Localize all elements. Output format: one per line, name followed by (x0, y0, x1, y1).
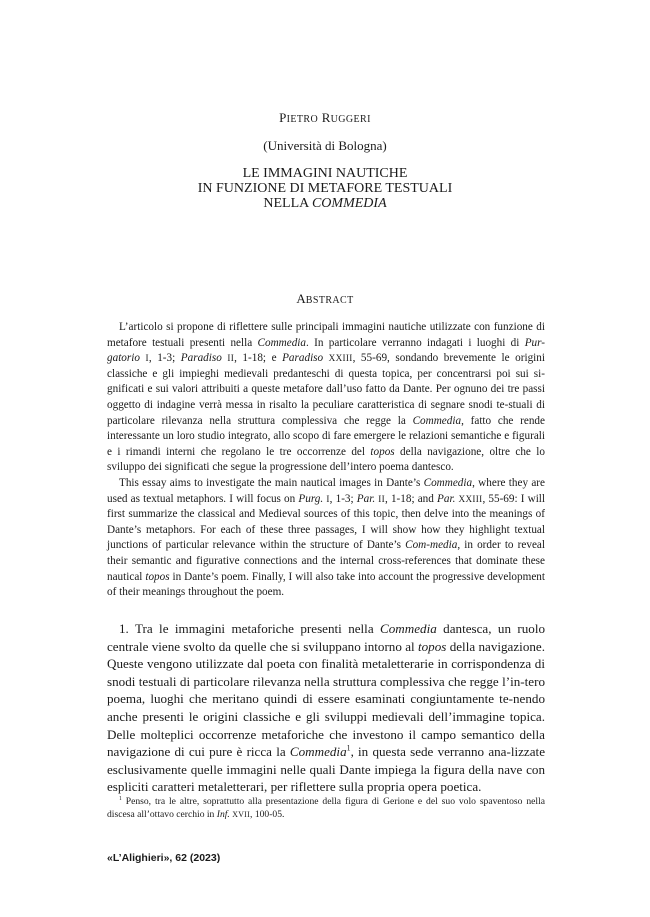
abstract-heading: ABSTRACT (296, 291, 354, 306)
body-paragraph: 1. Tra le immagini metaforiche presenti nella Commedia dantesca, un ruolo centrale viene svolto da quelle che si sviluppano intorno al topos della navigazione. Queste vengono utilizzate dal poeta con finalità metaletterarie in corrispondenza di snodi testuali di particolare rilevanza nella struttura complessiva che regge l’in-tero poema, luoghi che meritano quindi di essere esaminati congiuntamente te-nendo anche presenti le origini classiche e gli sviluppi medievali dell’immagine topica. Delle molteplici occorrenze metaforiche che investono il campo semantico della navigazione di cui pure è ricca la Commedia$^1$, in questa sede verranno ana-lizzate esclusivamente quelle immagini nelle quali Dante impiega la figura della nave con espliciti caratteri metaletterari, per riflettere sulla propria opera poetica. (107, 621, 546, 795)
author-name: PIETRO RUGGERI (279, 110, 371, 125)
journal-citation: «L’Alighieri», 62 (2023) (107, 852, 221, 864)
english-abstract: This essay aims to investigate the main nautical images in Dante’s Commedia, where they are used as textual metaphors. I will focus on Purg. I, 1-3; Par. II, 1-18; and Par. XXIII, 55-69: I will first summarize the classical and Medieval sources of this topic, then delve into the meanings of Dante’s metaphors. For each of these three passages, I will show how they highlight textual junctions of particular relevance within the structure of Dante’s Com-media, in order to reveal their semantic and figurative connections and the internal cross-references that dominate these nautical topos in Dante’s poem. Finally, I will also take into account the progressive development of their meanings throughout the poem. (107, 477, 546, 599)
article-title (0, 166, 650, 211)
title-line: LE IMMAGINI NAUTICHE (242, 166, 408, 181)
title-line: NELLA COMMEDIA (263, 196, 387, 211)
author-affiliation: (Università di Bologna) (263, 138, 387, 153)
title-line: IN FUNZIONE DI METAFORE TESTUALI (197, 181, 453, 196)
footnote: $^1$ Penso, tra le altre, soprattutto alla presentazione della figura di Gerione e del suo volo spaventoso nella discesa all’ottavo cerchio in Inf. XVII, 100-05. (107, 795, 545, 820)
footnote-number: 1 (119, 795, 122, 802)
italian-abstract: L’articolo si propone di riflettere sulle principali immagini nautiche utilizzate con funzione di metafore testuali presenti nella Commedia. In particolare verranno indagati i luoghi di Pur-gatorio I, 1-3; Paradiso II, 1-18; e Paradiso XXIII, 55-69, sondando brevemente le origini classiche e gli impieghi medievali predanteschi di questa topica, per concentrarsi poi sui si-gnificati e sui valori attribuiti a queste metafore dall’uso fatto da Dante. Per ognuno dei tre passi oggetto di indagine verrà messa in risalto la peculiare caratteristica di segnare snodi te-stuali di particolare rilevanza nella struttura complessiva che regge la Commedia, fatto che rende interessante un loro studio integrato, allo scopo di fare emergere le relazioni semantiche e figurali e i rimandi interni che regolano le tre occorrenze del topos della navigazione, oltre che lo sviluppo dei significati che segue la progressione dell’intero poema dantesco. (107, 321, 545, 474)
footnote-reference: 1 (346, 743, 351, 753)
